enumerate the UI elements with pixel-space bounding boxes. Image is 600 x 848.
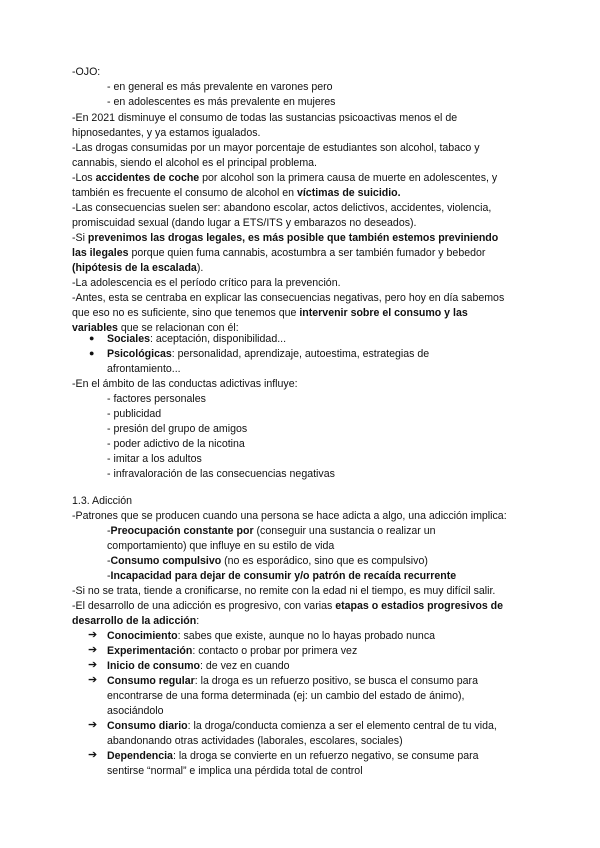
text-segment: - factores personales <box>107 393 206 405</box>
text-segment: porque quien fuma cannabis, acostumbra a ser también fumador y bebedor <box>128 247 486 259</box>
text-line <box>107 467 335 482</box>
text-line <box>107 95 335 110</box>
text-segment: Sociales <box>107 333 150 345</box>
arrow-bullet-icon: ➔ <box>88 749 98 761</box>
text-line <box>72 584 495 599</box>
text-line <box>107 392 206 407</box>
text-line <box>107 452 202 467</box>
bullet-icon: ● <box>89 348 95 358</box>
text-segment: : aceptación, disponibilidad... <box>150 333 287 345</box>
text-line <box>72 171 497 186</box>
text-segment: : de vez en cuando <box>200 660 290 672</box>
text-segment: -Las consecuencias suelen ser: abandono escolar, actos delictivos, accidentes, violencia, <box>72 202 492 214</box>
text-line <box>107 422 247 437</box>
text-segment: -Los <box>72 172 96 184</box>
text-segment: sentirse “normal” e implica una pérdida total de control <box>107 765 363 777</box>
text-segment: : <box>196 615 200 627</box>
text-segment: Inicio de consumo <box>107 660 201 672</box>
text-line <box>72 126 260 141</box>
text-line <box>72 111 457 126</box>
text-segment: -El desarrollo de una adicción es progresivo, con varias <box>72 600 336 612</box>
text-segment: Consumo diario <box>107 720 188 732</box>
text-segment: promiscuidad sexual (dando lugar a ETS/ITS y embarazos no deseados). <box>72 217 417 229</box>
text-segment: desarrollo de la adicción <box>72 615 197 627</box>
text-line <box>72 216 416 231</box>
text-segment: -Patrones que se producen cuando una persona se hace adicta a algo, una adicción implica: <box>72 510 507 522</box>
text-line <box>107 704 164 719</box>
text-segment: : la droga se convierte en un refuerzo negativo, se consume para <box>172 750 479 762</box>
text-segment: intervenir sobre el consumo y las <box>299 307 468 319</box>
text-line <box>72 246 485 261</box>
text-segment: -Las drogas consumidas por un mayor porcentaje de estudiantes son alcohol, tabaco y <box>72 142 480 154</box>
text-line <box>72 186 401 201</box>
text-segment: -Si <box>72 232 88 244</box>
text-segment: por alcohol son la primera causa de muerte en adolescentes, y <box>199 172 498 184</box>
text-segment: encontrarse de una forma determinada (ej: un cambio del estado de ánimo), <box>107 690 465 702</box>
text-segment: - presión del grupo de amigos <box>107 423 248 435</box>
text-line <box>107 539 334 554</box>
text-segment: - en general es más prevalente en varones pero <box>107 81 333 93</box>
text-segment: - <box>107 555 111 567</box>
text-segment: cannabis, siendo el alcohol es el principal problema. <box>72 157 317 169</box>
text-segment: etapas o estadios progresivos de <box>335 600 504 612</box>
text-segment: : la droga/conducta comienza a ser el elemento central de tu vida, <box>187 720 497 732</box>
text-segment: afrontamiento... <box>107 363 181 375</box>
text-segment: Incapacidad para dejar de consumir y/o patrón de recaída recurrente <box>110 570 457 582</box>
text-segment: abandonando otras actividades (laborales, escolares, sociales) <box>107 735 403 747</box>
text-line <box>107 659 290 674</box>
text-segment: - imitar a los adultos <box>107 453 202 465</box>
text-segment: : personalidad, aprendizaje, autoestima, estrategias de <box>171 348 430 360</box>
text-segment: : sabes que existe, aunque no lo hayas probado nunca <box>177 630 436 642</box>
text-segment: -Si no se trata, tiende a cronificarse, no remite con la edad ni el tiempo, es muy difícil salir. <box>72 585 496 597</box>
text-line <box>72 141 480 156</box>
text-line <box>72 614 199 629</box>
text-segment: asociándolo <box>107 705 164 717</box>
text-line <box>72 377 298 392</box>
text-segment: -La adolescencia es el período crítico para la prevención. <box>72 277 341 289</box>
text-line <box>107 644 357 659</box>
text-line <box>107 629 435 644</box>
text-line <box>107 80 333 95</box>
text-segment: prevenimos las drogas legales, es más posible que también estemos previniendo <box>87 232 499 244</box>
text-segment: las ilegales <box>72 247 129 259</box>
text-segment: -Antes, esta se centraba en explicar las consecuencias negativas, pero hoy en día sabemos <box>72 292 505 304</box>
text-line <box>107 347 429 362</box>
text-line <box>107 764 363 779</box>
text-line <box>107 734 403 749</box>
text-segment: - infravaloración de las consecuencias negativas <box>107 468 335 480</box>
text-segment: Conocimiento <box>107 630 178 642</box>
text-segment: hipótesis de la escalada <box>75 262 197 274</box>
text-line <box>107 332 286 347</box>
arrow-bullet-icon: ➔ <box>88 659 98 671</box>
text-segment: - en adolescentes es más prevalente en mujeres <box>107 96 336 108</box>
text-segment: hipnosedantes, y ya estamos igualados. <box>72 127 261 139</box>
text-line <box>107 524 436 539</box>
text-line <box>107 569 456 584</box>
text-line <box>72 509 507 524</box>
text-segment: accidentes de coche <box>95 172 200 184</box>
text-line <box>107 689 464 704</box>
text-line <box>72 261 203 276</box>
text-line <box>107 407 161 422</box>
text-segment: que se relacionan con él: <box>117 322 239 334</box>
text-line <box>72 494 132 509</box>
text-segment: - publicidad <box>107 408 162 420</box>
text-segment: - <box>107 570 111 582</box>
text-segment: -En el ámbito de las conductas adictivas influye: <box>72 378 298 390</box>
text-line <box>72 201 491 216</box>
text-line <box>107 674 478 689</box>
text-line <box>72 599 503 614</box>
text-segment: Consumo regular <box>107 675 195 687</box>
text-segment: - <box>107 525 111 537</box>
text-line <box>107 554 428 569</box>
text-line <box>72 156 317 171</box>
text-line <box>107 719 497 734</box>
text-segment: - poder adictivo de la nicotina <box>107 438 245 450</box>
text-line <box>72 306 468 321</box>
arrow-bullet-icon: ➔ <box>88 719 98 731</box>
text-segment: ). <box>196 262 204 274</box>
text-line <box>107 437 245 452</box>
text-segment: comportamiento) que influye en su estilo de vida <box>107 540 335 552</box>
text-segment: Consumo compulsivo <box>110 555 222 567</box>
text-segment: (no es esporádico, sino que es compulsivo) <box>221 555 428 567</box>
text-segment: que eso no es suficiente, sino que tenemos que <box>72 307 300 319</box>
text-segment: -En 2021 disminuye el consumo de todas las sustancias psicoactivas menos el de <box>72 112 458 124</box>
arrow-bullet-icon: ➔ <box>88 644 98 656</box>
text-segment: Experimentación <box>107 645 193 657</box>
text-line <box>72 276 341 291</box>
text-line <box>72 65 100 80</box>
text-segment: variables <box>72 322 118 334</box>
text-segment: Dependencia <box>107 750 173 762</box>
text-line <box>107 362 181 377</box>
arrow-bullet-icon: ➔ <box>88 629 98 641</box>
text-segment: -OJO: <box>72 66 101 78</box>
text-segment: (conseguir una sustancia o realizar un <box>253 525 436 537</box>
arrow-bullet-icon: ➔ <box>88 674 98 686</box>
text-segment: Psicológicas <box>107 348 172 360</box>
text-line <box>72 291 504 306</box>
text-line <box>72 231 498 246</box>
text-segment: ( <box>72 262 76 274</box>
text-segment: 1.3. Adicción <box>72 495 133 507</box>
text-line <box>107 749 479 764</box>
text-segment: Preocupación constante por <box>110 525 254 537</box>
text-segment: víctimas de suicidio. <box>296 187 401 199</box>
text-segment: también es frecuente el consumo de alcohol en <box>72 187 297 199</box>
bullet-icon: ● <box>89 333 95 343</box>
text-segment: : la droga es un refuerzo positivo, se busca el consumo para <box>194 675 478 687</box>
text-segment: : contacto o probar por primera vez <box>192 645 358 657</box>
